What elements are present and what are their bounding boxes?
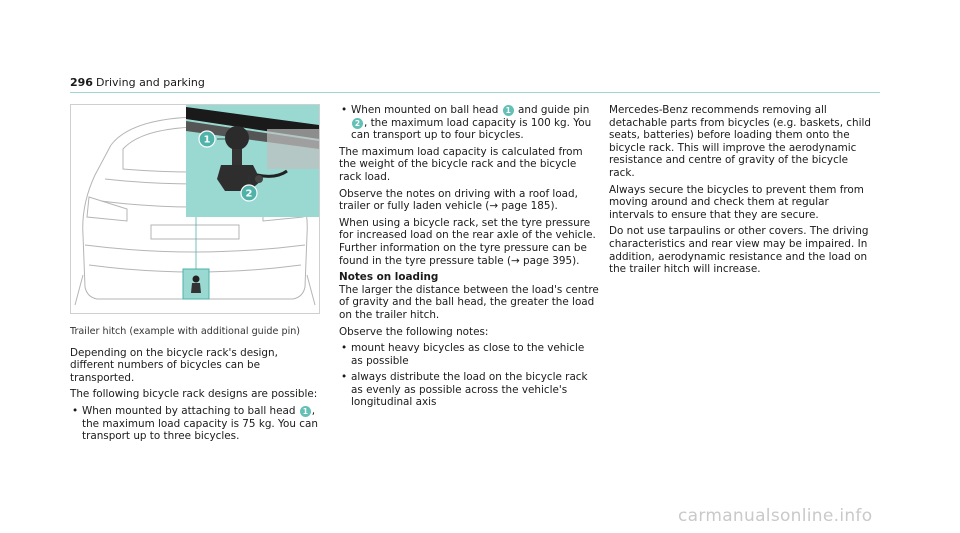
paragraph: Always secure the bicycles to prevent them from moving around and check them at regular intervals to ensure that they are secure. bbox=[609, 183, 864, 221]
column-3 bbox=[609, 104, 871, 280]
bullet-item: • mount heavy bicycles as close to the vehicle as possible bbox=[341, 342, 585, 367]
bullet-dot: • bbox=[341, 104, 348, 116]
bullet-dot: • bbox=[72, 404, 79, 417]
column-1 bbox=[70, 326, 320, 447]
paragraph: Depending on the bicycle rack's design, different numbers of bicycles can be transported. bbox=[70, 346, 278, 384]
watermark: carmanualsonline.info bbox=[678, 506, 873, 526]
paragraph: Mercedes-Benz recommends removing all detachable parts from bicycles (e.g. baskets, child seats, batteries) before loading them onto the bicycle rack. This will improve the aerodynamic resistance and centre of gravity of the bicycle rack. bbox=[609, 104, 871, 179]
bullet-item: • When mounted by attaching to ball head 1 , the maximum load capacity is 75 kg. You can transport up to three bicycles. bbox=[72, 404, 318, 443]
paragraph: The maximum load capacity is calculated from the weight of the bicycle rack and the bicycle rack load. bbox=[339, 145, 583, 183]
page-number: 296 bbox=[70, 76, 93, 89]
paragraph: Observe the notes on driving with a roof load, trailer or fully laden vehicle (→ page 185). bbox=[339, 187, 578, 213]
car-rear-illustration bbox=[71, 105, 319, 313]
header-rule bbox=[70, 92, 880, 93]
paragraph: Do not use tarpaulins or other covers. The driving characteristics and rear view may be impaired. In addition, aerodynamic resistance and the load on the trailer hitch will increase. bbox=[609, 225, 869, 276]
paragraph: When using a bicycle rack, set the tyre pressure for increased load on the rear axle of the vehicle. Further information on the tyre pressure can be found in the tyre pressure table (→ page 395). bbox=[339, 216, 596, 267]
section-title: Driving and parking bbox=[96, 76, 205, 89]
bullet-item: • always distribute the load on the bicycle rack as evenly as possible across the vehicle's longitudinal axis bbox=[341, 371, 588, 409]
paragraph: The larger the distance between the load's centre of gravity and the ball head, the greater the load on the trailer hitch. bbox=[339, 283, 599, 321]
guide-pin-badge: 2 bbox=[352, 118, 363, 129]
page-header bbox=[70, 76, 880, 98]
ball-head-badge: 1 bbox=[503, 105, 514, 116]
trailer-hitch-figure bbox=[70, 104, 320, 314]
figure-caption: Trailer hitch (example with additional guide pin) bbox=[70, 326, 301, 337]
column-2 bbox=[339, 104, 599, 413]
paragraph: Observe the following notes: bbox=[339, 325, 489, 338]
callout-1: 1 bbox=[203, 134, 211, 146]
bullet-dot: • bbox=[341, 371, 348, 384]
paragraph: The following bicycle rack designs are possible: bbox=[70, 388, 318, 401]
bullet-dot: • bbox=[341, 342, 348, 355]
callout-2: 2 bbox=[245, 188, 253, 200]
subheading: Notes on loading bbox=[339, 271, 439, 284]
ball-head-badge: 1 bbox=[300, 406, 311, 417]
bullet-item: • When mounted on ball head 1 and guide pin 2 , the maximum load capacity is 100 kg. You can transport up to four bicycles. bbox=[341, 104, 592, 142]
